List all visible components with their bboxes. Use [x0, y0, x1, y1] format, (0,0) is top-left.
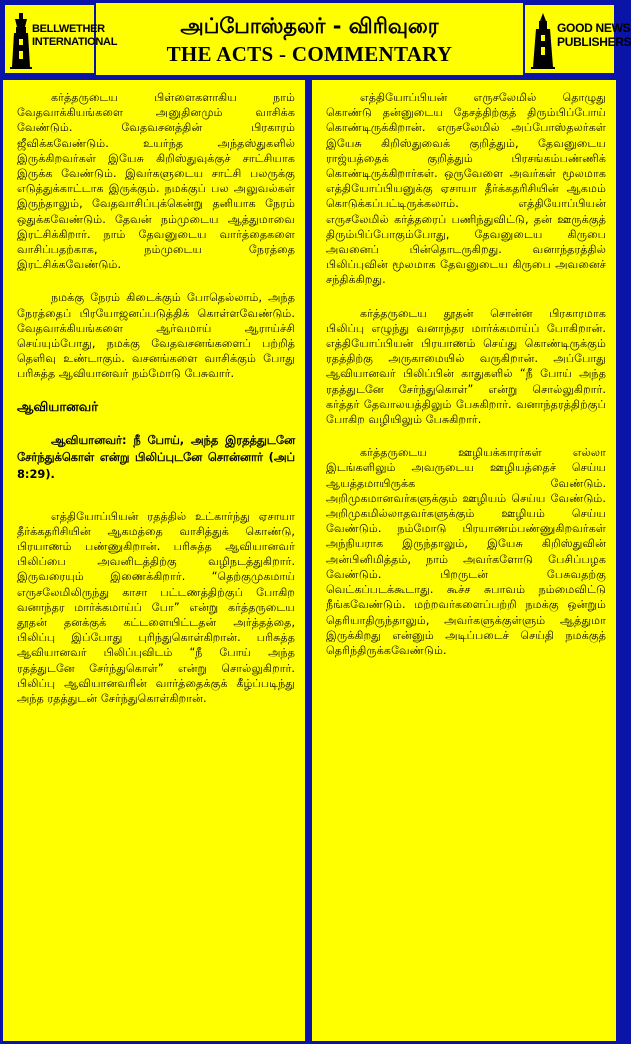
title-area — [98, 3, 521, 75]
left-paragraph-2: நமக்கு நேரம் கிடைக்கும் போதெல்லாம், அந்த நேரத்தைப் பிரயோஜனப்படுத்திக் கொள்ளவேண்டும். வேதவாக்கியங்களை ஆர்வமாய் ஆராய்ச்சி செய்யும்போது, நமக்கு வேதவசனங்களைப் பற்றித் தெளிவு உண்டாகும். வசனங்களை வாசிக்கும் போது பரிசுத்த ஆவியானவர் நம்மோடு பேசுவார். — [17, 291, 295, 381]
bellwether-logo-text: BELLWETHER INTERNATIONAL — [32, 23, 118, 48]
right-column — [312, 80, 616, 1041]
good-news-logo — [523, 3, 631, 75]
page-header — [3, 3, 631, 75]
bellwether-tower-icon — [9, 13, 33, 69]
left-paragraph-3: எத்தியோப்பியன் ரதத்தில் உட்கார்ந்து ஏசாயா தீர்க்கதரிசியின் ஆகமத்தை வாசித்துக் கொண்டு, பிரயாணம் பண்ணுகிறான். பரிசுத்த ஆவியானவர் பிலிப்பை அவனிடத்திற்கு வழிநடத்துகிறார். இருவரையும் இணைக்கிறார். “தெற்குமுகமாய் எருசலேமிலிருந்து காசா பட்டணத்திற்குப் போகிற வனாந்தர மார்க்கமாய்ப் போ” என்று கர்த்தருடைய தூதன் தனக்குக் கட்டளையிட்டதன் அர்த்தத்தை, பிலிப்பு இப்போது புரிந்துகொள்கிறான். பரிசுத்த ஆவியானவர் பிலிப்புவிடம் “நீ போய் அந்த ரதத்துடனே சேர்ந்துகொள்” என்று சொல்லுகிறார். பிலிப்பு ஆவியானவரின் வார்த்தைக்குக் கீழ்ப்படிந்து அந்த ரதத்துடன் சேர்ந்துகொள்கிறான். — [17, 509, 295, 706]
left-column — [3, 80, 305, 1041]
good-news-tower-icon — [530, 13, 556, 69]
bellwether-logo — [3, 3, 118, 75]
title-english: THE ACTS - COMMENTARY — [166, 42, 453, 66]
left-paragraph-1: கர்த்தருடைய பிள்ளைகளாகிய நாம் வேதவாக்கியங்களை அனுதினமும் வாசிக்க வேண்டும். வேதவசனத்தின் பிரகாரம் ஜீவிக்கவேண்டும். உயர்ந்த அந்தஸ்துகளில் இருக்கிறவர்கள் இயேசு கிறிஸ்துவுக்குச் சாட்சியாக இருக்க வேண்டும். இவர்களுடைய சாட்சி பலருக்கு எடுத்துக்காட்டாக இருக்கும். நமக்குப் பல அலுவல்கள் இருந்தாலும், வேதவாசிப்புக்கென்று தனியாக நேரம் ஒதுக்கவேண்டும். தேவன் நம்முடைய ஆத்துமாவை இரட்சிக்கிறார். நாம் தேவனுடைய வார்த்தைகளை வாசிப்பதற்காக, நம்முடைய நேரத்தை இரட்சிக்கவேண்டும். — [17, 91, 295, 272]
title-tamil: அப்போஸ்தலர் - விரிவுரை — [180, 14, 439, 38]
right-paragraph-3: கர்த்தருடைய ஊழியக்காரர்கள் எல்லா இடங்களிலும் அவருடைய ஊழியத்தைச் செய்ய ஆயத்தமாயிருக்க வேண்டும். அறிமுகமானவர்களுக்கும் ஊழியம் செய்ய வேண்டும். அறிமுகமில்லாதவர்களுக்கும் ஊழியம் செய்ய வேண்டும். நம்மோடு பிரயாணம்பண்ணுகிறவர்கள் அந்நியராக இருந்தாலும், இயேசு கிறிஸ்துவின் அன்பினிமித்தம், நாம் அவர்களோடு பேசிப்பழக வேண்டும். பிறருடன் பேசுவதற்கு வெட்கப்படக்கூடாது. கூச்ச சுபாவம் நம்மைவிட்டு நீங்கவேண்டும். மற்றவர்களைப்பற்றி நமக்கு ஒன்றும் தெரியாதிருந்தாலும், அவர்களுக்குள்ளும் ஆத்துமா இருக்கிறது என்னும் அடிப்படைச் செய்தி நமக்குத் தெரிந்திருக்கவேண்டும். — [326, 446, 606, 657]
right-paragraph-2: கர்த்தருடைய தூதன் சொன்ன பிரகாரமாக பிலிப்பு எழுந்து வனாந்தர மார்க்கமாய்ப் போகிறான். எத்தியோப்பியன் பிரயாணம் செய்து கொண்டிருக்கும் ரதத்திற்கு அருகாமையில் வருகிறான். அப்போது ஆவியானவர் பிலிப்பின் காதுகளில் “நீ போய் அந்த ரதத்துடனே சேர்ந்துகொள்” என்று சொல்லுகிறார். கர்த்தர் தேவாலயத்திலும் பேசுகிறார். வனாந்தரத்திற்குப் போகிற வழியிலும் பேசுகிறார். — [326, 306, 606, 427]
scripture-quote: ஆவியானவர்: நீ போய், அந்த இரதத்துடனே சேர்ந்துக்கொள் என்று பிலிப்புடனே சொன்னார் (அப் 8:29). — [17, 432, 295, 481]
right-paragraph-1: எத்தியோப்பியன் எருசலேமில் தொழுது கொண்டு தன்னுடைய தேசத்திற்குத் திரும்பிப்போய் கொண்டிருக்கிறான். எருசலேமில் அப்போஸ்தலர்கள் இயேசு கிறிஸ்துவைக் குறித்தும், தேவனுடைய ராஜ்யத்தைக் குறித்தும் பிரசங்கம்பண்ணிக் கொண்டிருக்கிறார்கள். ஒருவேளை அவர்கள் மூலமாக எத்தியோப்பியனுக்கு ஏசாயா தீர்க்கதரிசியின் ஆகமம் கொடுக்கப்பட்டிருக்கலாம். எத்தியோப்பியன் எருசலேமில் கர்த்தரைப் பணிந்துவிட்டு, தன் ஊருக்குத் திரும்பிப்போகும்போது, தேவனுடைய கிருபை அவனைப் பின்தொடருகிறது. வனாந்தரத்தில் பிலிப்புவின் மூலமாக தேவனுடைய கிருபை அவனைச் சந்திக்கிறது. — [326, 91, 606, 287]
good-news-logo-text: GOOD NEWS PUBLISHERS — [557, 21, 631, 49]
section-heading: ஆவியானவர் — [17, 399, 99, 415]
